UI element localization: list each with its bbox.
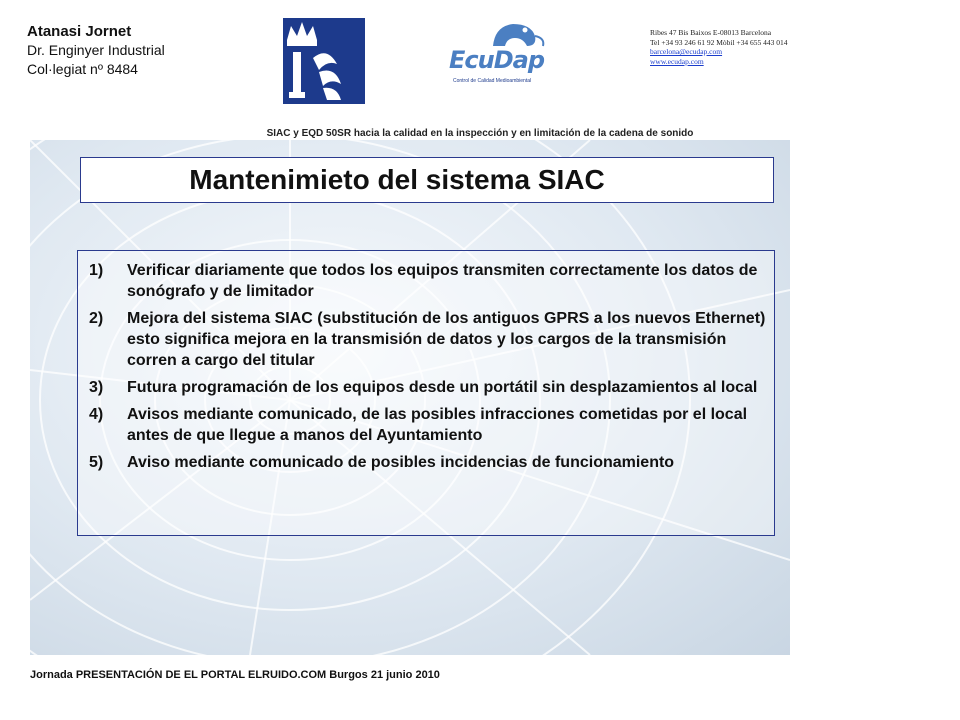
item-number: 2) [89,310,104,327]
slide-footer: Jornada PRESENTACIÓN DE EL PORTAL ELRUIDO.COM Burgos 21 junio 2010 [30,669,440,681]
contact-phone: Tel +34 93 246 61 92 Mòbil +34 655 443 014 [650,37,788,47]
title-box [80,157,774,203]
slide-title: Mantenimieto del sistema SIAC [189,164,605,195]
list-item [89,404,766,446]
item-number: 1) [89,262,104,279]
slide-subtitle: SIAC y EQD 50SR hacia la calidad en la inspección y en limitación de la cadena de sonido [266,128,694,139]
list-item [89,377,766,398]
item-number: 3) [89,379,104,396]
contact-block [650,28,788,66]
list-item [89,452,766,473]
item-text: Mejora del sistema SIAC (substitución de los antiguos GPRS a los nuevos Ethernet) esto significa mejora en la transmisión de datos y los cargos de la transmisión corren a cargo del titular [127,310,766,369]
maintenance-list [77,250,775,536]
item-text: Verificar diariamente que todos los equipos transmiten correctamente los datos de sonógrafo y de limitador [127,262,758,300]
chameleon-icon [445,16,555,50]
crest-logo [283,18,365,104]
item-text: Futura programación de los equipos desde un portátil sin desplazamientos al local [127,379,758,396]
logo-brand: EcuDap [449,46,545,74]
list-item [89,260,766,302]
contact-email-link[interactable]: barcelona@ecudap.com [650,47,723,56]
item-text: Avisos mediante comunicado, de las posibles infracciones cometidas por el local antes de que llegue a manos del Ayuntamiento [127,406,748,444]
list-item [89,308,766,371]
author-title: Dr. Enginyer Industrial [27,42,165,58]
item-text: Aviso mediante comunicado de posibles incidencias de funcionamiento [127,454,675,471]
author-name: Atanasi Jornet [27,23,132,40]
author-block [27,22,165,79]
crown-icon [283,18,365,104]
contact-address: Ribes 47 Bis Baixos E-08013 Barcelona [650,28,772,37]
logo-tagline: Control de Calidad Medioambiental [453,78,532,84]
ecudap-logo [445,16,555,86]
item-number: 4) [89,406,104,423]
author-registration: Col·legiat nº 8484 [27,61,138,77]
item-number: 5) [89,454,104,471]
contact-web-link[interactable]: www.ecudap.com [650,56,704,66]
